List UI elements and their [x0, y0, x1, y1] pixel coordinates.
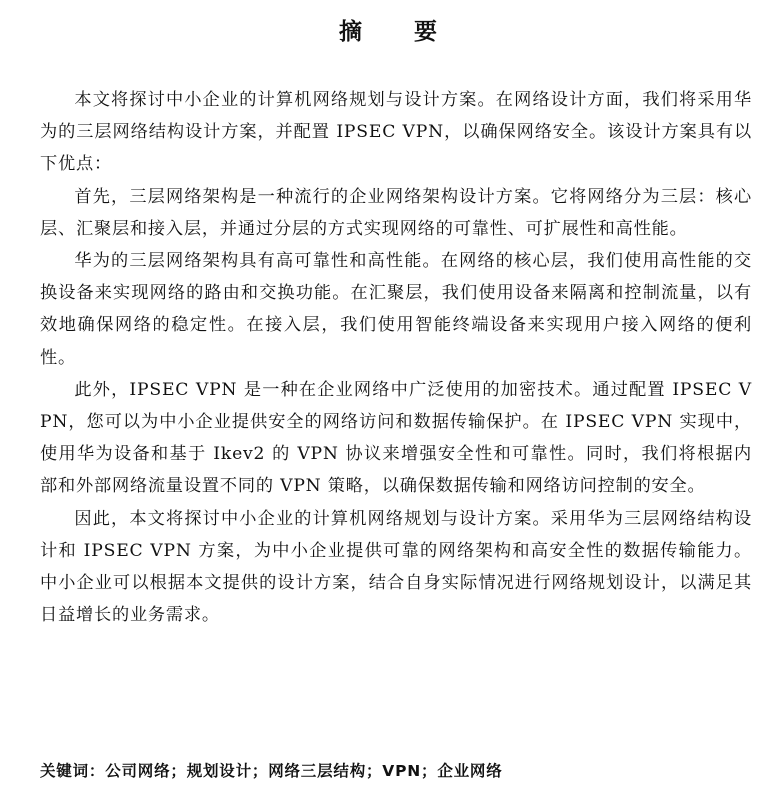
paragraph-conclusion: 因此，本文将探讨中小企业的计算机网络规划与设计方案。采用华为三层网络结构设计和 IPSEC VPN 方案，为中小企业提供可靠的网络架构和高安全性的数据传输能力。中小企业可以根据本文提供的设计方案，结合自身实际情况进行网络规划设计，以满足其日益增长的业务需求。	[40, 508, 752, 626]
abstract-body	[40, 84, 752, 631]
paragraph-three-layer: 首先，三层网络架构是一种流行的企业网络架构设计方案。它将网络分为三层：核心层、汇聚层和接入层，并通过分层的方式实现网络的可靠性、可扩展性和高性能。	[40, 186, 752, 239]
paragraph-huawei: 华为的三层网络架构具有高可靠性和高性能。在网络的核心层，我们使用高性能的交换设备来实现网络的路由和交换功能。在汇聚层，我们使用设备来隔离和控制流量，以有效地确保网络的稳定性。在接入层，我们使用智能终端设备来实现用户接入网络的便利性。	[40, 251, 752, 368]
paragraph-intro: 本文将探讨中小企业的计算机网络规划与设计方案。在网络设计方面，我们将采用华为的三层网络结构设计方案，并配置 IPSEC VPN，以确保网络安全。该设计方案具有以下优点：	[40, 90, 752, 175]
page-title: 摘 要	[338, 19, 459, 45]
keywords-line: 关键词：公司网络；规划设计；网络三层结构；VPN；企业网络	[40, 762, 503, 780]
paragraph-ipsec: 此外，IPSEC VPN 是一种在企业网络中广泛使用的加密技术。通过配置 IPSEC VPN，您可以为中小企业提供安全的网络访问和数据传输保护。在 IPSEC VPN 实现中，使用华为设备和基于 Ikev2 的 VPN 协议来增强安全性和可靠性。同时，我们将根据内部和外部网络流量设置不同的 VPN 策略，以确保数据传输和网络访问控制的安全。	[40, 379, 752, 497]
